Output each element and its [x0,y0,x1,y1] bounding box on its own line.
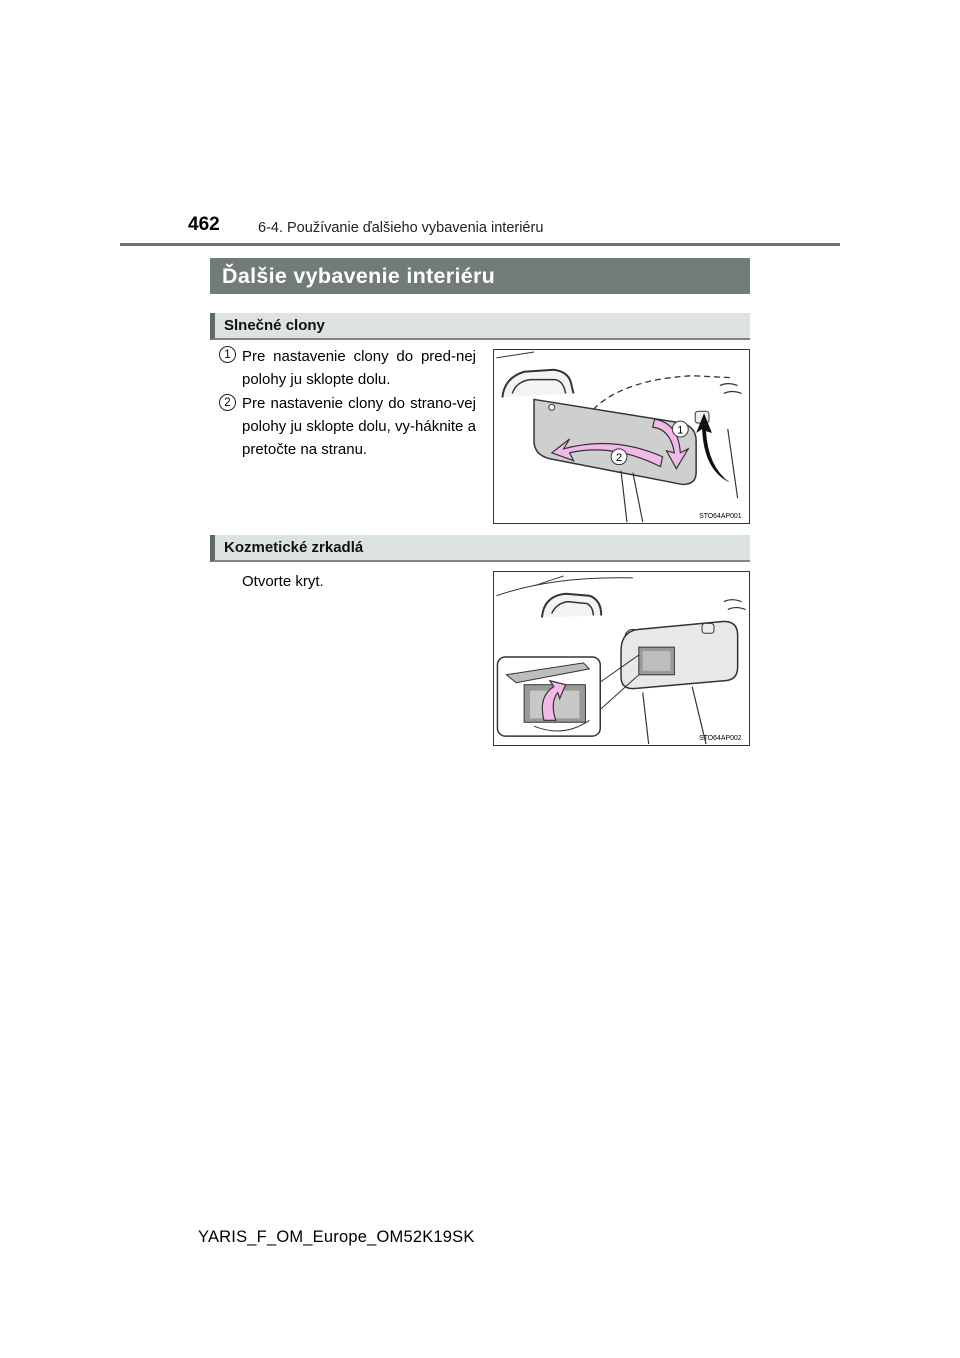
vanity-mirror-text: Otvorte kryt. [242,573,324,590]
sun-visor-illustration [493,349,750,524]
vanity-mirror-drawing [494,572,749,745]
header-rule [120,243,840,246]
figure-code: STO64AP001 [699,513,742,521]
vanity-mirror-illustration [493,571,750,746]
sun-visor-drawing [494,350,749,523]
step-marker-2: 2 [219,394,236,411]
chapter-title: 6-4. Používanie ďalšieho vybavenia interiéru [258,220,544,236]
sun-visors-heading: Slnečné clony [210,313,750,340]
step-marker-1: 1 [219,346,236,363]
figure-code: STO64AP002 [699,735,742,743]
callout-1: 1 [677,424,684,437]
callout-2: 2 [616,452,623,465]
section-title: Ďalšie vybavenie interiéru [210,258,750,294]
step-text-2: Pre nastavenie clony do strano-vej polohy ju sklopte dolu, vy-háknite a pretočte na stranu. [242,395,476,458]
page-number: 462 [188,214,220,235]
footer-code: YARIS_F_OM_Europe_OM52K19SK [198,1228,475,1246]
step-text-1: Pre nastavenie clony do pred-nej polohy ju sklopte dolu. [242,348,476,388]
vanity-mirrors-heading: Kozmetické zrkadlá [210,535,750,562]
